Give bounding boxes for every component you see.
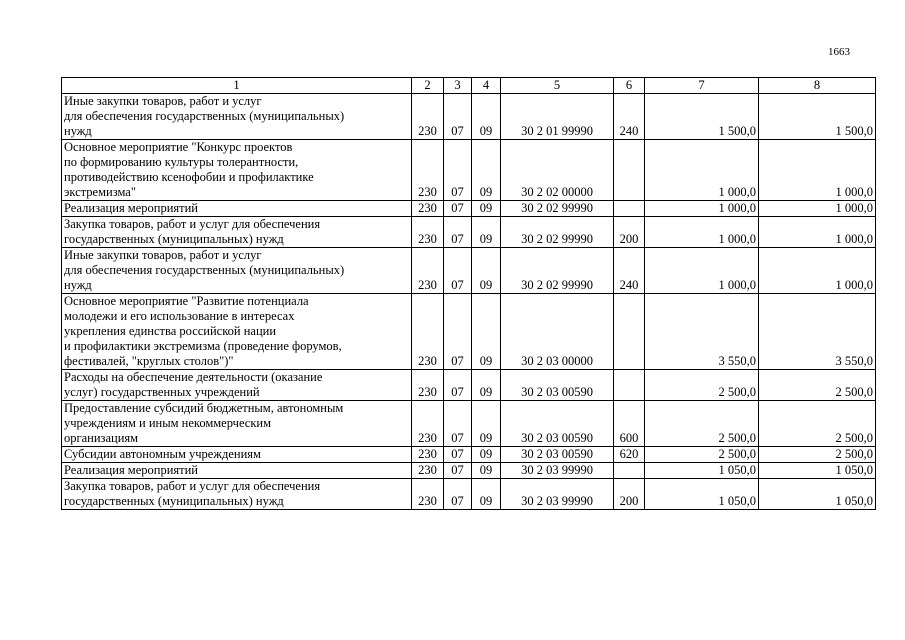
cell-name: Иные закупки товаров, работ и услуг для обеспечения государственных (муниципальных) нужд bbox=[62, 94, 412, 140]
cell-subsection: 09 bbox=[472, 201, 501, 217]
cell-subsection: 09 bbox=[472, 217, 501, 248]
cell-target-article: 30 2 03 99990 bbox=[501, 463, 614, 479]
cell-section: 07 bbox=[444, 401, 472, 447]
cell-subsection: 09 bbox=[472, 401, 501, 447]
cell-section: 07 bbox=[444, 370, 472, 401]
cell-ministry: 230 bbox=[412, 140, 444, 201]
table-row bbox=[62, 248, 876, 294]
cell-name: Реализация мероприятий bbox=[62, 201, 412, 217]
header-col-1: 1 bbox=[62, 78, 412, 94]
header-col-7: 7 bbox=[645, 78, 759, 94]
cell-section: 07 bbox=[444, 140, 472, 201]
header-col-8: 8 bbox=[759, 78, 876, 94]
table-row bbox=[62, 217, 876, 248]
header-col-2: 2 bbox=[412, 78, 444, 94]
table-row bbox=[62, 370, 876, 401]
cell-ministry: 230 bbox=[412, 370, 444, 401]
cell-target-article: 30 2 03 00590 bbox=[501, 447, 614, 463]
cell-target-article: 30 2 03 99990 bbox=[501, 479, 614, 510]
cell-ministry: 230 bbox=[412, 217, 444, 248]
cell-name: Субсидии автономным учреждениям bbox=[62, 447, 412, 463]
cell-ministry: 230 bbox=[412, 201, 444, 217]
cell-amount-7: 1 000,0 bbox=[645, 248, 759, 294]
cell-name: Расходы на обеспечение деятельности (оказание услуг) государственных учреждений bbox=[62, 370, 412, 401]
cell-amount-7: 3 550,0 bbox=[645, 294, 759, 370]
cell-amount-7: 1 000,0 bbox=[645, 201, 759, 217]
table-row bbox=[62, 140, 876, 201]
cell-target-article: 30 2 03 00000 bbox=[501, 294, 614, 370]
cell-section: 07 bbox=[444, 479, 472, 510]
page-number: 1663 bbox=[828, 46, 850, 58]
cell-amount-7: 1 050,0 bbox=[645, 479, 759, 510]
cell-section: 07 bbox=[444, 248, 472, 294]
table-row bbox=[62, 447, 876, 463]
cell-amount-8: 1 500,0 bbox=[759, 94, 876, 140]
header-col-4: 4 bbox=[472, 78, 501, 94]
cell-section: 07 bbox=[444, 463, 472, 479]
cell-ministry: 230 bbox=[412, 463, 444, 479]
cell-amount-8: 2 500,0 bbox=[759, 447, 876, 463]
cell-expense-type: 240 bbox=[614, 248, 645, 294]
header-col-3: 3 bbox=[444, 78, 472, 94]
cell-amount-8: 2 500,0 bbox=[759, 401, 876, 447]
cell-ministry: 230 bbox=[412, 447, 444, 463]
cell-name: Основное мероприятие "Развитие потенциала молодежи и его использование в интересах укрепления единства российской нации и профилактики экстремизма (проведение форумов, фестивалей, "круглых столов")" bbox=[62, 294, 412, 370]
cell-subsection: 09 bbox=[472, 370, 501, 401]
cell-name: Предоставление субсидий бюджетным, автономным учреждениям и иным некоммерческим организациям bbox=[62, 401, 412, 447]
cell-subsection: 09 bbox=[472, 294, 501, 370]
cell-amount-8: 1 000,0 bbox=[759, 248, 876, 294]
cell-expense-type bbox=[614, 463, 645, 479]
cell-expense-type: 200 bbox=[614, 217, 645, 248]
cell-amount-8: 1 000,0 bbox=[759, 201, 876, 217]
cell-ministry: 230 bbox=[412, 479, 444, 510]
cell-name: Реализация мероприятий bbox=[62, 463, 412, 479]
cell-subsection: 09 bbox=[472, 463, 501, 479]
cell-subsection: 09 bbox=[472, 447, 501, 463]
cell-section: 07 bbox=[444, 447, 472, 463]
cell-amount-8: 1 000,0 bbox=[759, 140, 876, 201]
cell-subsection: 09 bbox=[472, 94, 501, 140]
cell-amount-7: 1 050,0 bbox=[645, 463, 759, 479]
cell-amount-8: 3 550,0 bbox=[759, 294, 876, 370]
cell-expense-type: 240 bbox=[614, 94, 645, 140]
table-row bbox=[62, 401, 876, 447]
cell-target-article: 30 2 02 99990 bbox=[501, 248, 614, 294]
cell-section: 07 bbox=[444, 94, 472, 140]
cell-subsection: 09 bbox=[472, 140, 501, 201]
cell-ministry: 230 bbox=[412, 94, 444, 140]
cell-amount-7: 1 000,0 bbox=[645, 217, 759, 248]
cell-expense-type: 200 bbox=[614, 479, 645, 510]
header-row bbox=[62, 78, 876, 94]
table-row bbox=[62, 479, 876, 510]
cell-target-article: 30 2 03 00590 bbox=[501, 401, 614, 447]
cell-name: Иные закупки товаров, работ и услуг для обеспечения государственных (муниципальных) нужд bbox=[62, 248, 412, 294]
cell-amount-8: 2 500,0 bbox=[759, 370, 876, 401]
cell-amount-7: 1 500,0 bbox=[645, 94, 759, 140]
cell-section: 07 bbox=[444, 294, 472, 370]
cell-amount-8: 1 050,0 bbox=[759, 463, 876, 479]
cell-amount-8: 1 000,0 bbox=[759, 217, 876, 248]
cell-target-article: 30 2 02 99990 bbox=[501, 217, 614, 248]
cell-expense-type bbox=[614, 140, 645, 201]
cell-ministry: 230 bbox=[412, 401, 444, 447]
cell-name: Основное мероприятие "Конкурс проектов по формированию культуры толерантности, противодействию ксенофобии и профилактике экстремизма" bbox=[62, 140, 412, 201]
cell-target-article: 30 2 01 99990 bbox=[501, 94, 614, 140]
cell-subsection: 09 bbox=[472, 248, 501, 294]
cell-target-article: 30 2 02 99990 bbox=[501, 201, 614, 217]
table-row bbox=[62, 463, 876, 479]
cell-ministry: 230 bbox=[412, 294, 444, 370]
cell-expense-type bbox=[614, 201, 645, 217]
cell-target-article: 30 2 02 00000 bbox=[501, 140, 614, 201]
cell-section: 07 bbox=[444, 201, 472, 217]
cell-name: Закупка товаров, работ и услуг для обеспечения государственных (муниципальных) нужд bbox=[62, 217, 412, 248]
cell-expense-type: 620 bbox=[614, 447, 645, 463]
cell-amount-7: 2 500,0 bbox=[645, 370, 759, 401]
cell-section: 07 bbox=[444, 217, 472, 248]
cell-expense-type: 600 bbox=[614, 401, 645, 447]
cell-name: Закупка товаров, работ и услуг для обеспечения государственных (муниципальных) нужд bbox=[62, 479, 412, 510]
cell-amount-7: 1 000,0 bbox=[645, 140, 759, 201]
cell-amount-8: 1 050,0 bbox=[759, 479, 876, 510]
cell-expense-type bbox=[614, 370, 645, 401]
cell-amount-7: 2 500,0 bbox=[645, 447, 759, 463]
table-row bbox=[62, 294, 876, 370]
table-row bbox=[62, 94, 876, 140]
cell-amount-7: 2 500,0 bbox=[645, 401, 759, 447]
cell-subsection: 09 bbox=[472, 479, 501, 510]
table-row bbox=[62, 201, 876, 217]
cell-ministry: 230 bbox=[412, 248, 444, 294]
cell-expense-type bbox=[614, 294, 645, 370]
budget-table bbox=[61, 77, 876, 510]
header-col-6: 6 bbox=[614, 78, 645, 94]
header-col-5: 5 bbox=[501, 78, 614, 94]
cell-target-article: 30 2 03 00590 bbox=[501, 370, 614, 401]
